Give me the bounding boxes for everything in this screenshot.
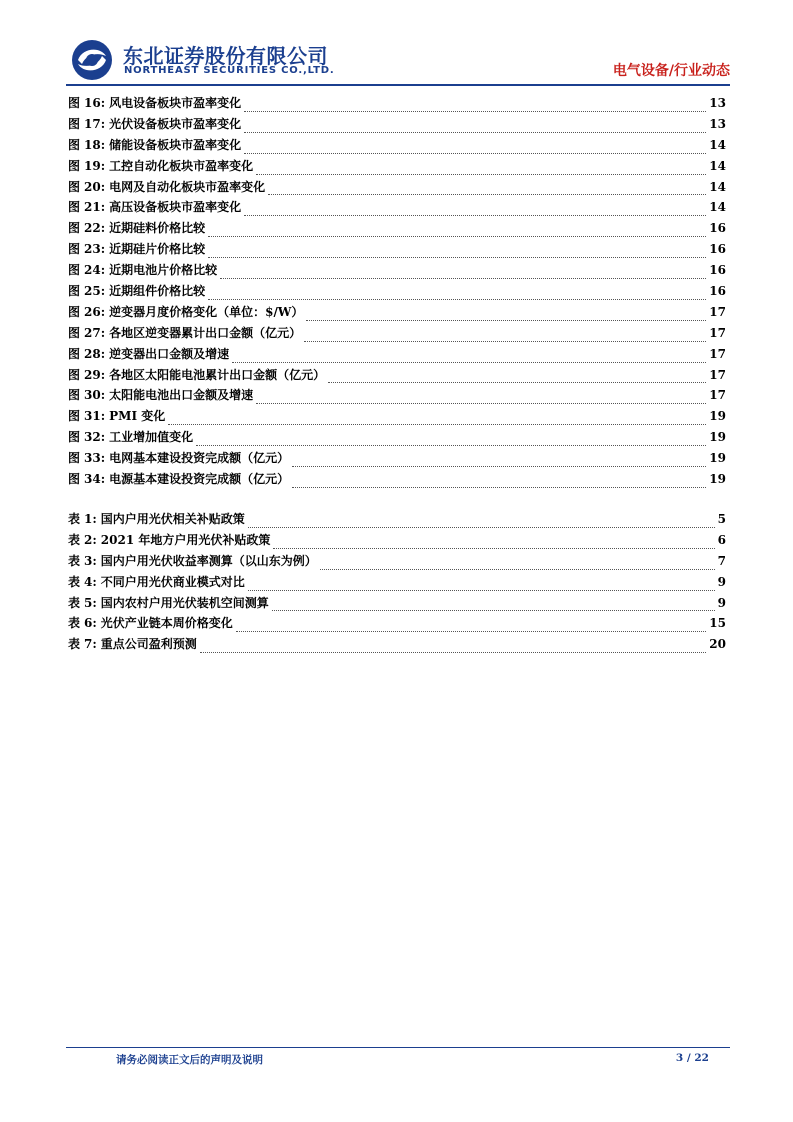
footer-disclaimer: 请务必阅读正文后的声明及说明 (116, 1054, 263, 1066)
entry-number: 26: (84, 304, 106, 319)
dot-leader (273, 547, 714, 549)
entry-number: 3: (84, 553, 97, 568)
entry-title: 高压设备板块市盈率变化 (109, 200, 242, 215)
entry-page-number: 14 (709, 179, 726, 194)
footer-divider (66, 1047, 730, 1048)
entry-prefix: 表 (68, 616, 81, 631)
figure-list (68, 94, 726, 491)
figure-list-item[interactable] (68, 115, 726, 136)
entry-prefix: 图 (68, 304, 81, 319)
table-list-item[interactable] (68, 594, 726, 615)
entry-title: 电源基本建设投资完成额（亿元） (109, 472, 290, 487)
entry-page-number: 9 (717, 574, 726, 589)
entry-title: 近期硅料价格比较 (109, 221, 206, 236)
entry-page-number: 19 (709, 430, 726, 445)
entry-title: 逆变器出口金额及增速 (109, 346, 230, 361)
dot-leader (196, 444, 706, 446)
entry-title: 国内户用光伏相关补贴政策 (100, 512, 245, 526)
entry-prefix: 表 (68, 512, 81, 526)
entry-number: 34: (84, 472, 106, 487)
entry-title: 2021 年地方户用光伏补贴政策 (100, 532, 271, 547)
entry-prefix: 表 (68, 637, 81, 652)
entry-prefix: 图 (68, 158, 81, 173)
figure-list-item[interactable] (68, 324, 726, 345)
entry-prefix: 图 (68, 137, 81, 152)
dot-leader (168, 423, 706, 425)
entry-title: 太阳能电池出口金额及增速 (109, 388, 254, 403)
entry-prefix: 图 (68, 472, 81, 487)
entry-page-number: 7 (717, 553, 726, 568)
figure-list-item[interactable] (68, 366, 726, 387)
entry-page-number: 5 (717, 512, 726, 526)
entry-title: 国内农村户用光伏装机空间测算 (100, 595, 269, 610)
entry-title: 风电设备板块市盈率变化 (109, 96, 242, 110)
dot-leader (256, 402, 706, 404)
entry-title: 逆变器月度价格变化（单位：$/W） (109, 304, 304, 319)
dot-leader (244, 110, 706, 112)
figure-list-item[interactable] (68, 157, 726, 178)
dot-leader (306, 319, 706, 321)
figure-list-item[interactable] (68, 178, 726, 199)
figure-list-item[interactable] (68, 449, 726, 470)
figure-list-item[interactable] (68, 282, 726, 303)
figure-list-item[interactable] (68, 407, 726, 428)
dot-leader (248, 526, 715, 528)
entry-prefix: 图 (68, 284, 81, 299)
dot-leader (200, 651, 706, 653)
entry-title: 各地区逆变器累计出口金额（亿元） (109, 325, 302, 340)
entry-title: 工控自动化板块市盈率变化 (109, 158, 254, 173)
entry-page-number: 9 (717, 595, 726, 610)
dot-leader (272, 609, 715, 611)
entry-page-number: 16 (709, 284, 726, 299)
table-list-item[interactable] (68, 510, 726, 531)
dot-leader (328, 381, 706, 383)
entry-title: 近期组件价格比较 (109, 284, 206, 299)
entry-page-number: 13 (709, 116, 726, 131)
figure-list-item[interactable] (68, 386, 726, 407)
dot-leader (292, 486, 706, 488)
dot-leader (304, 340, 706, 342)
dot-leader (220, 277, 706, 279)
table-list-item[interactable] (68, 531, 726, 552)
entry-number: 33: (84, 451, 106, 466)
entry-title: 光伏设备板块市盈率变化 (109, 116, 242, 131)
entry-prefix: 表 (68, 553, 81, 568)
entry-page-number: 14 (709, 137, 726, 152)
entry-prefix: 表 (68, 595, 81, 610)
entry-page-number: 17 (709, 346, 726, 361)
entry-number: 30: (84, 388, 106, 403)
entry-page-number: 17 (709, 304, 726, 319)
company-name-cn: 东北证券股份有限公司 (123, 44, 328, 68)
entry-page-number: 17 (709, 367, 726, 382)
entry-number: 24: (84, 263, 106, 278)
entry-page-number: 15 (709, 616, 726, 631)
entry-number: 21: (84, 200, 106, 215)
entry-page-number: 17 (709, 325, 726, 340)
entry-number: 1: (84, 512, 97, 526)
entry-number: 32: (84, 430, 106, 445)
dot-leader (244, 214, 706, 216)
page-number: 3 / 22 (675, 1052, 709, 1064)
table-list-item[interactable] (68, 573, 726, 594)
entry-prefix: 图 (68, 116, 81, 131)
figure-list-item[interactable] (68, 219, 726, 240)
figure-list-item[interactable] (68, 261, 726, 282)
entry-prefix: 图 (68, 263, 81, 278)
entry-number: 2: (84, 532, 97, 547)
entry-prefix: 图 (68, 409, 81, 424)
entry-number: 29: (84, 367, 106, 382)
figure-list-item[interactable] (68, 470, 726, 491)
entry-prefix: 图 (68, 242, 81, 257)
entry-number: 16: (84, 96, 106, 110)
entry-title: 近期硅片价格比较 (109, 242, 206, 257)
table-list-item[interactable] (68, 614, 726, 635)
figure-list-item[interactable] (68, 345, 726, 366)
company-name-en: NORTHEAST SECURITIES CO.,LTD. (124, 65, 335, 76)
entry-page-number: 6 (717, 532, 726, 547)
entry-prefix: 图 (68, 325, 81, 340)
company-logo-icon (70, 38, 114, 82)
dot-leader (232, 361, 706, 363)
page-header (66, 36, 730, 82)
entry-page-number: 19 (709, 409, 726, 424)
entry-title: 电网及自动化板块市盈率变化 (109, 179, 266, 194)
figure-list-item[interactable] (68, 94, 726, 115)
entry-prefix: 表 (68, 574, 81, 589)
dot-leader (208, 298, 706, 300)
entry-page-number: 20 (709, 637, 726, 652)
entry-prefix: 表 (68, 532, 81, 547)
entry-number: 27: (84, 325, 106, 340)
figure-list-item[interactable] (68, 303, 726, 324)
table-list (68, 510, 726, 656)
dot-leader (244, 152, 706, 154)
figure-list-item[interactable] (68, 198, 726, 219)
entry-prefix: 图 (68, 346, 81, 361)
entry-prefix: 图 (68, 430, 81, 445)
dot-leader (292, 465, 706, 467)
entry-title: 工业增加值变化 (109, 430, 194, 445)
entry-number: 7: (84, 637, 97, 652)
entry-number: 17: (84, 116, 106, 131)
dot-leader (248, 589, 715, 591)
entry-title: 国内户用光伏收益率测算（以山东为例） (100, 553, 317, 568)
entry-prefix: 图 (68, 96, 81, 110)
dot-leader (268, 193, 706, 195)
entry-number: 19: (84, 158, 106, 173)
entry-title: 电网基本建设投资完成额（亿元） (109, 451, 290, 466)
entry-number: 31: (84, 409, 106, 424)
dot-leader (256, 173, 706, 175)
entry-number: 4: (84, 574, 97, 589)
entry-title: 储能设备板块市盈率变化 (109, 137, 242, 152)
entry-number: 28: (84, 346, 106, 361)
entry-title: 光伏产业链本周价格变化 (100, 616, 233, 631)
dot-leader (236, 630, 706, 632)
entry-number: 23: (84, 242, 106, 257)
entry-prefix: 图 (68, 221, 81, 236)
entry-page-number: 16 (709, 263, 726, 278)
entry-prefix: 图 (68, 179, 81, 194)
entry-number: 20: (84, 179, 106, 194)
entry-prefix: 图 (68, 451, 81, 466)
entry-prefix: 图 (68, 367, 81, 382)
entry-number: 6: (84, 616, 97, 631)
entry-number: 5: (84, 595, 97, 610)
entry-title: 各地区太阳能电池累计出口金额（亿元） (109, 367, 326, 382)
entry-prefix: 图 (68, 388, 81, 403)
header-divider (66, 84, 730, 86)
figure-list-item[interactable] (68, 240, 726, 261)
dot-leader (320, 568, 715, 570)
entry-page-number: 16 (709, 242, 726, 257)
table-list-item[interactable] (68, 635, 726, 656)
entry-title: 不同户用光伏商业模式对比 (100, 574, 245, 589)
entry-number: 25: (84, 284, 106, 299)
entry-prefix: 图 (68, 200, 81, 215)
dot-leader (208, 235, 706, 237)
entry-title: 重点公司盈利预测 (100, 637, 197, 652)
dot-leader (244, 131, 706, 133)
entry-page-number: 13 (709, 96, 726, 110)
figure-list-item[interactable] (68, 136, 726, 157)
entry-page-number: 14 (709, 200, 726, 215)
entry-page-number: 14 (709, 158, 726, 173)
table-list-item[interactable] (68, 552, 726, 573)
entry-page-number: 19 (709, 451, 726, 466)
entry-title: PMI 变化 (109, 409, 166, 424)
dot-leader (208, 256, 706, 258)
entry-page-number: 19 (709, 472, 726, 487)
entry-page-number: 17 (709, 388, 726, 403)
entry-number: 18: (84, 137, 106, 152)
report-category: 电气设备/行业动态 (612, 63, 730, 79)
entry-number: 22: (84, 221, 106, 236)
entry-page-number: 16 (709, 221, 726, 236)
entry-title: 近期电池片价格比较 (109, 263, 218, 278)
figure-list-item[interactable] (68, 428, 726, 449)
